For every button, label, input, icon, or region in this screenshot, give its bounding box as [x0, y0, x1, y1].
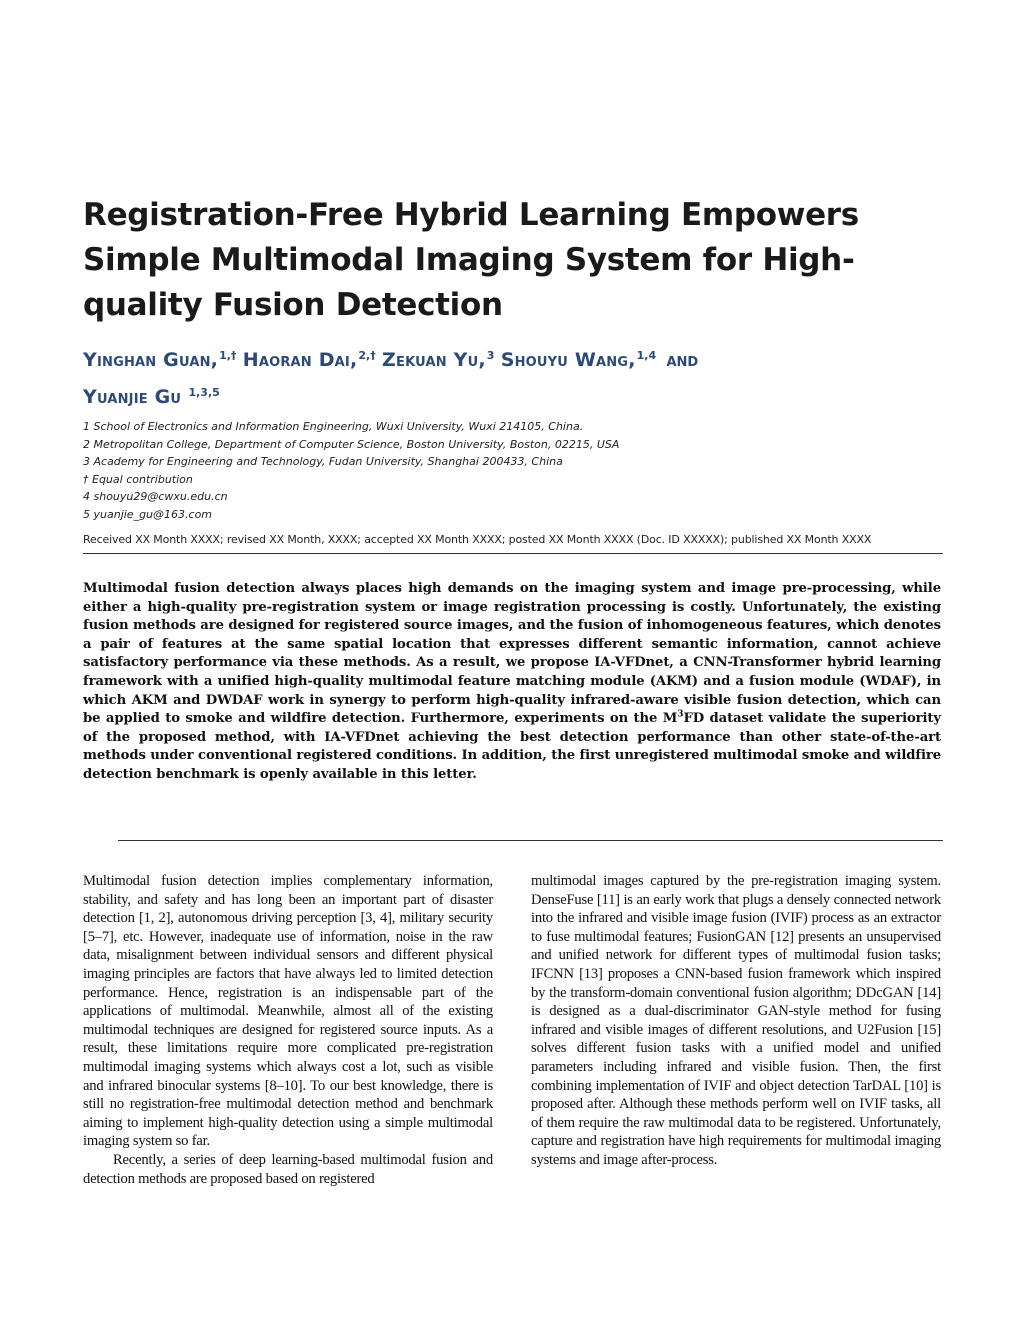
author-name: Yuanjie Gu [83, 386, 182, 408]
header-divider [83, 553, 943, 554]
abstract-superscript: 3 [677, 709, 684, 720]
affiliation-line: 2 Metropolitan College, Department of Computer Science, Boston University, Boston, 02215, USA [83, 437, 620, 451]
email-line: 4 shouyu29@cwxu.edu.cn [83, 490, 228, 503]
paper-title: Registration-Free Hybrid Learning Empowers Simple Multimodal Imaging System for High-quality Fusion Detection [83, 197, 859, 323]
equal-contribution-note: † Equal contribution [83, 472, 193, 486]
received-dates: Received XX Month XXXX; revised XX Month, XXXX; accepted XX Month XXXX; posted XX Month XXXX (Doc. ID XXXXX); published XX Month XXXX [83, 533, 872, 546]
abstract-text-continued: FD dataset validate the superiority of the proposed method, with IA-VFDnet achieving the best detection performance than other state-of-the-art methods under conventional registered conditions. In addition, the first unregistered multimodal smoke and wildfire detection benchmark is openly available in this letter. [83, 711, 941, 782]
body-column-right [531, 872, 941, 1170]
author-name: Shouyu Wang, [500, 349, 636, 371]
author-affiliation-marker: 3 [486, 349, 495, 362]
author-name: Yinghan Guan, [83, 349, 219, 371]
abstract-divider [118, 840, 943, 841]
body-paragraph: Recently, a series of deep learning-based multimodal fusion and detection methods are proposed based on registered [83, 1151, 493, 1187]
affiliation-line: 3 Academy for Engineering and Technology, Fudan University, Shanghai 200433, China [83, 455, 563, 468]
abstract-text: Multimodal fusion detection always places high demands on the imaging system and image pre-processing, while either a high-quality pre-registration system or image registration processing is costly. Unfortunately, the existing fusion methods are designed for registered source images, and the fusion of inhomogeneous features, which denotes a pair of features at the same spatial location that expresses different semantic information, cannot achieve satisfactory performance via these methods. As a result, we propose IA-VFDnet, a CNN-Transformer hybrid learning framework with a unified high-quality multimodal feature matching module (AKM) and a fusion module (WDAF), in which AKM and DWDAF work in synergy to perform high-quality infrared-aware visible fusion detection, which can be applied to smoke and wildfire detection. Furthermore, experiments on the M [83, 581, 941, 727]
affiliation-line: 1 School of Electronics and Information Engineering, Wuxi University, Wuxi 214105, China. [83, 420, 584, 433]
body-paragraph: Multimodal fusion detection implies complementary information, stability, and safety and has long been an important part of disaster detection [1, 2], autonomous driving perception [3, 4], military security [5–7], etc. However, inadequate use of information, noise in the raw data, misalignment between individual sensors and different physical imaging principles are factors that have always led to limited detection performance. Hence, registration is an indispensable part of the applications of multimodal. Meanwhile, almost all of the existing multimodal techniques are designed for registered source inputs. As a result, these limitations require more complicated pre-registration multimodal imaging systems which always cost a lot, such as visible and infrared binocular systems [8–10]. To our best knowledge, there is still no registration-free multimodal detection method and benchmark aiming to implement high-quality detection using a simple multimodal imaging system so far. [83, 873, 493, 1150]
abstract [83, 580, 941, 785]
author-list [83, 340, 943, 414]
author-conjunction: and [666, 350, 699, 371]
author-name: Zekuan Yu, [382, 349, 486, 371]
author-affiliation-marker: 1,4 [636, 349, 657, 362]
author-affiliation-marker: 1,3,5 [188, 386, 220, 399]
body-column-left [83, 872, 493, 1188]
author-name: Haoran Dai, [242, 349, 358, 371]
author-affiliation-marker: 1,† [219, 349, 237, 362]
body-paragraph: multimodal images captured by the pre-registration imaging system. DenseFuse [11] is an early work that plugs a densely connected network into the infrared and visible image fusion (IVIF) process as an extractor to fuse multimodal features; FusionGAN [12] presents an unsupervised and unified network for different types of multimodal fusion tasks; IFCNN [13] proposes a CNN-based fusion framework which inspired by the transform-domain conventional fusion algorithm; DDcGAN [14] is designed as a dual-discriminator GAN-style method for fusing infrared and visible images of different resolutions, and U2Fusion [15] solves different fusion tasks with a unified model and unified parameters including infrared and visible fusion. Then, the first combining implementation of IVIF and object detection TarDAL [10] is proposed after. Although these methods perform well on IVIF tasks, all of them require the raw multimodal data to be registered. Unfortunately, capture and registration have high requirements for multimodal imaging systems and image after-process. [531, 873, 941, 1168]
affiliation-list [83, 418, 943, 523]
email-line: 5 yuanjie_gu@163.com [83, 507, 213, 521]
author-affiliation-marker: 2,† [358, 349, 376, 362]
